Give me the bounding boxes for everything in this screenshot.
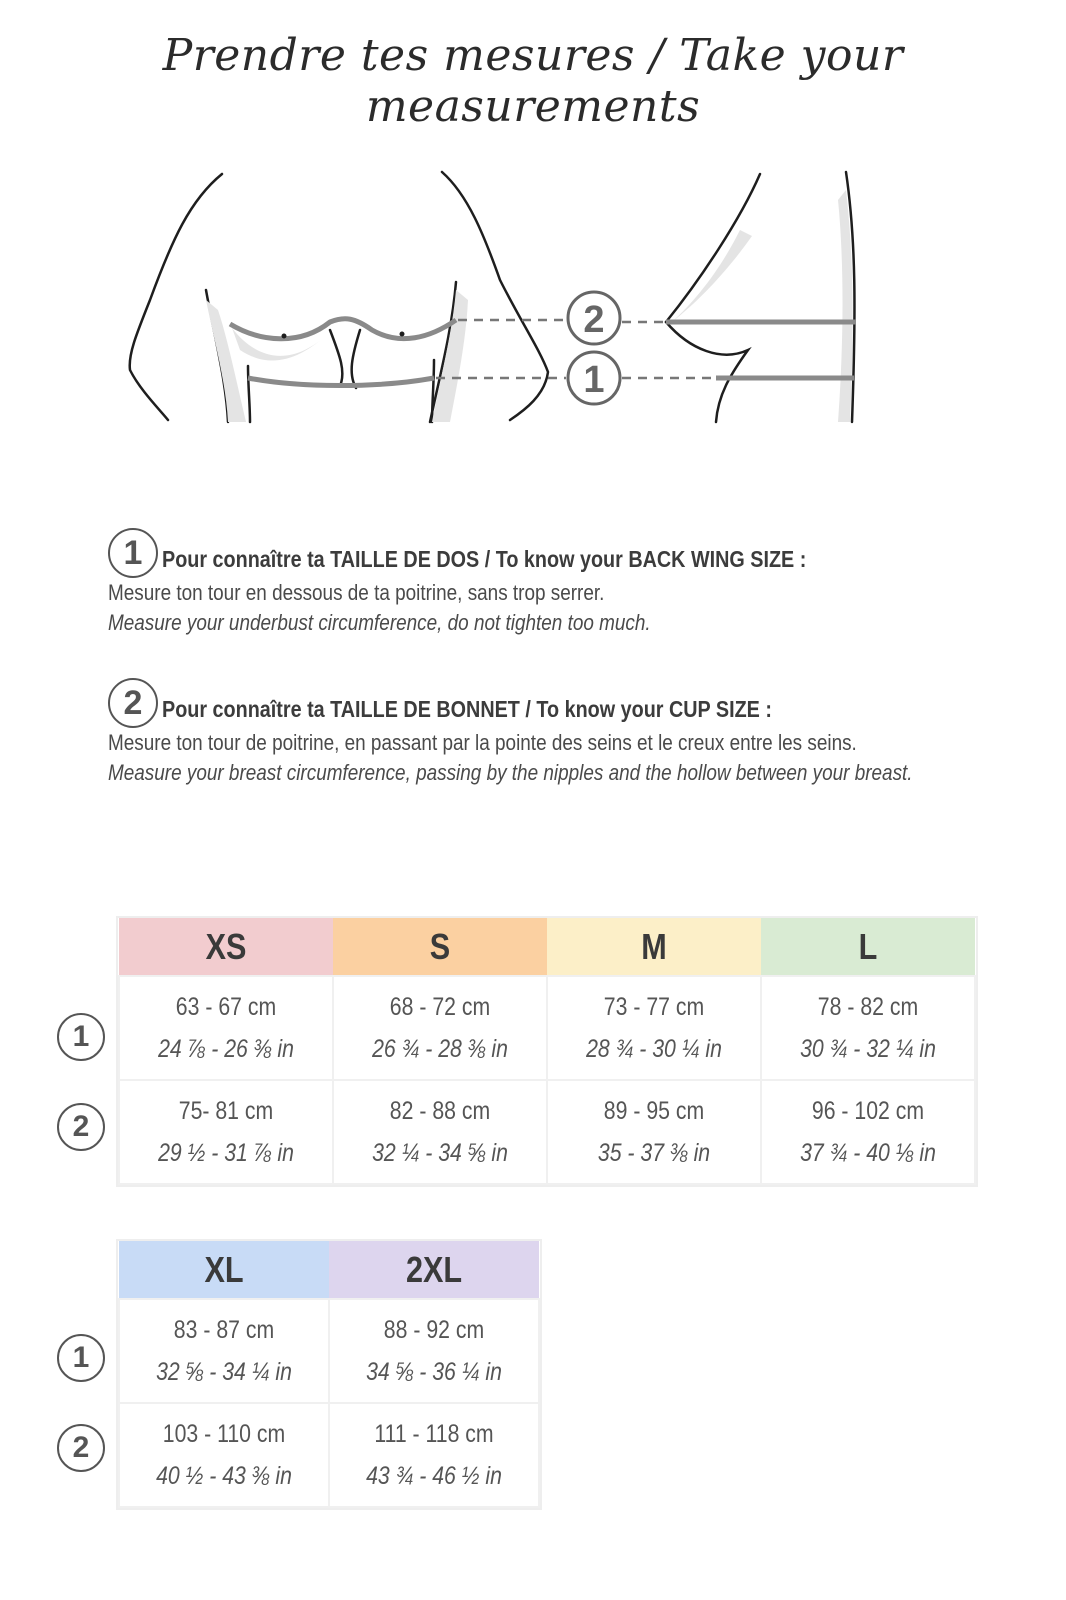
size-table-2 (118, 1241, 540, 1508)
cell-s-cup: 82 - 88 cm 32 ¼ - 34 ⅝ in (333, 1080, 547, 1184)
row-marker-cup: 2 (57, 1424, 105, 1472)
size-header-s: S (333, 918, 547, 976)
step-two-icon: 2 (108, 678, 158, 728)
cell-xs-back: 63 - 67 cm 24 ⅞ - 26 ⅜ in (119, 976, 333, 1080)
instruction-text-en: Measure your underbust circumference, do not tighten too much. (108, 610, 651, 635)
cell-2xl-cup: 111 - 118 cm 43 ¾ - 46 ½ in (329, 1403, 539, 1507)
cell-l-back: 78 - 82 cm 30 ¾ - 32 ¼ in (761, 976, 975, 1080)
cell-xl-back: 83 - 87 cm 32 ⅝ - 34 ¼ in (119, 1299, 329, 1403)
table-row-cup-size (119, 1403, 539, 1507)
instruction-heading: Pour connaître ta TAILLE DE DOS / To know your BACK WING SIZE : (162, 545, 807, 572)
cell-m-back: 73 - 77 cm 28 ¾ - 30 ¼ in (547, 976, 761, 1080)
size-header-row (119, 1241, 539, 1299)
cell-xl-cup: 103 - 110 cm 40 ½ - 43 ⅜ in (119, 1403, 329, 1507)
page-title: Prendre tes mesures / Take your measurements (162, 30, 904, 132)
svg-text:1: 1 (583, 359, 605, 401)
instruction-heading: Pour connaître ta TAILLE DE BONNET / To know your CUP SIZE : (162, 695, 772, 722)
size-header-m: M (547, 918, 761, 976)
instruction-text-fr: Mesure ton tour de poitrine, en passant par la pointe des seins et le creux entre les seins. (108, 730, 857, 755)
svg-text:2: 2 (583, 299, 605, 341)
size-header-xs: XS (119, 918, 333, 976)
cell-m-cup: 89 - 95 cm 35 - 37 ⅜ in (547, 1080, 761, 1184)
table-row-back-size (119, 976, 975, 1080)
row-marker-back: 1 (57, 1334, 105, 1382)
size-header-xl: XL (119, 1241, 329, 1299)
table-row-back-size (119, 1299, 539, 1403)
cell-2xl-back: 88 - 92 cm 34 ⅝ - 36 ¼ in (329, 1299, 539, 1403)
measurement-illustration (0, 160, 1066, 440)
table-row-cup-size (119, 1080, 975, 1184)
size-header-row (119, 918, 975, 976)
size-header-l: L (761, 918, 975, 976)
cell-s-back: 68 - 72 cm 26 ¾ - 28 ⅜ in (333, 976, 547, 1080)
size-header-2xl: 2XL (329, 1241, 539, 1299)
cell-l-cup: 96 - 102 cm 37 ¾ - 40 ⅛ in (761, 1080, 975, 1184)
marker-two (568, 292, 620, 344)
row-marker-cup: 2 (57, 1103, 105, 1151)
size-table-1 (118, 918, 976, 1185)
marker-one (568, 352, 620, 404)
instruction-text-fr: Mesure ton tour en dessous de ta poitrine, sans trop serrer. (108, 580, 605, 605)
instruction-text-en: Measure your breast circumference, passing by the nipples and the hollow between your breast. (108, 760, 913, 785)
side-profile-drawing (666, 172, 856, 422)
front-shading (206, 290, 468, 422)
cell-xs-cup: 75- 81 cm 29 ½ - 31 ⅞ in (119, 1080, 333, 1184)
instruction-cup-size (108, 678, 1008, 788)
front-bust-line (230, 319, 456, 339)
step-one-icon: 1 (108, 528, 158, 578)
instruction-back-size (108, 528, 1008, 638)
row-marker-back: 1 (57, 1013, 105, 1061)
